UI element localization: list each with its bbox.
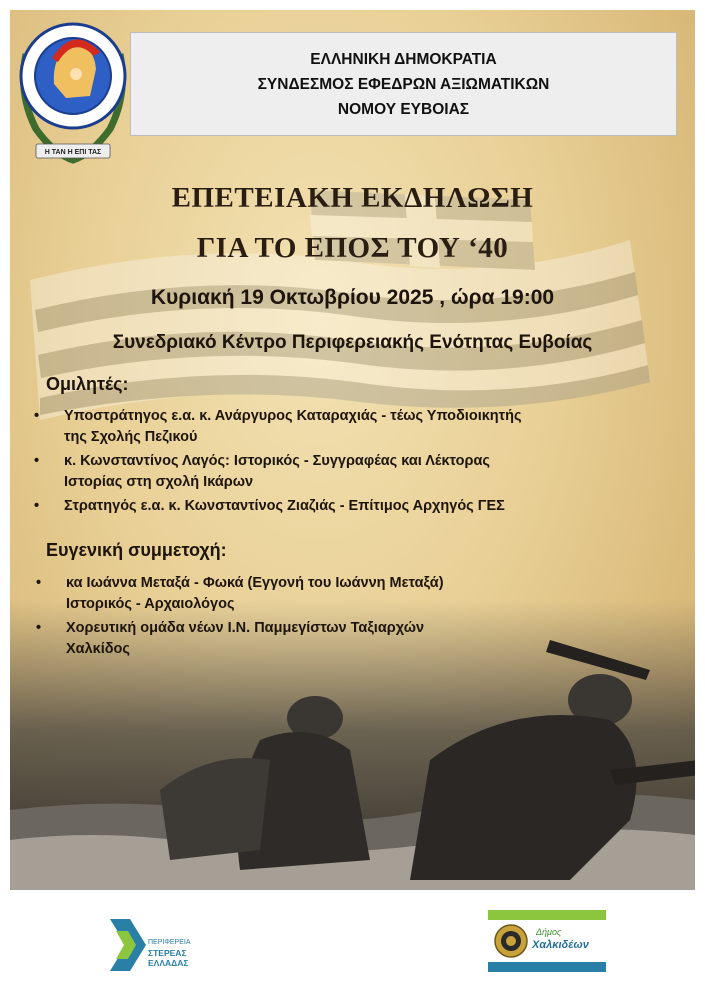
- municipality-small-text: Δήμος: [536, 927, 562, 937]
- participation-list: [36, 573, 676, 663]
- header-line-2: ΣΥΝΔΕΣΜΟΣ ΕΦΕΔΡΩΝ ΑΞΙΩΜΑΤΙΚΩΝ: [257, 76, 550, 93]
- bullet-icon: •: [34, 498, 40, 514]
- guest-2-line-2: Χαλκίδος: [66, 641, 130, 657]
- guest-1-line-1: κα Ιωάννα Μεταξά - Φωκά (Εγγονή του Ιωάννη Μεταξά): [66, 575, 444, 591]
- title-line-2: ΓΙΑ ΤΟ ΕΠΟΣ ΤΟΥ ‘40: [196, 232, 509, 264]
- header-box: [130, 32, 677, 136]
- region-logo-main-2: ΕΛΛΑΔΑΣ: [148, 958, 189, 968]
- municipality-logo: [488, 910, 606, 972]
- municipality-green-bar: [488, 910, 606, 920]
- guest-1-line-2: Ιστορικός - Αρχαιολόγος: [66, 596, 235, 612]
- region-logo-main-1: ΣΤΕΡΕΑΣ: [148, 948, 187, 958]
- speaker-1-line-2: της Σχολής Πεζικού: [64, 429, 198, 445]
- speaker-1-line-1: Υποστράτηγος ε.α. κ. Ανάργυρος Καταραχιάς - τέως Υποδιοικητής: [64, 408, 522, 424]
- speaker-2-line-2: Ιστορίας στη σχολή Ικάρων: [64, 474, 254, 490]
- guest-2-line-1: Χορευτική ομάδα νέων Ι.Ν. Παμμεγίστων Ταξιαρχών: [66, 620, 425, 636]
- poster: [10, 10, 695, 890]
- header-line-1: ΕΛΛΗΝΙΚΗ ΔΗΜΟΚΡΑΤΙΑ: [310, 51, 497, 68]
- region-logo-small-text: ΠΕΡΙΦΕΡΕΙΑ: [148, 939, 191, 946]
- title-line-1: ΕΠΕΤΕΙΑΚΗ ΕΚΔΗΛΩΣΗ: [171, 182, 534, 214]
- speaker-3-line-1: Στρατηγός ε.α. κ. Κωνσταντίνος Ζιαζιάς - Επίτιμος Αρχηγός ΓΕΣ: [64, 498, 505, 514]
- speaker-2-line-1: κ. Κωνσταντίνος Λαγός: Ιστορικός - Συγγραφέας και Λέκτορας: [64, 453, 490, 469]
- list-item: [34, 496, 674, 517]
- spartan-helmet-emblem-icon: [14, 14, 132, 166]
- list-item: [34, 406, 674, 448]
- municipality-blue-bar: [488, 962, 606, 972]
- bullet-icon: •: [36, 620, 42, 636]
- emblem-ring-text: Η ΤΑΝ Η ΕΠΙ ΤΑΣ: [44, 149, 102, 156]
- event-venue: Συνεδριακό Κέντρο Περιφερειακής Ενότητας Ευβοίας: [112, 332, 593, 353]
- participation-label: Ευγενική συμμετοχή:: [46, 540, 227, 560]
- speakers-list: [34, 406, 674, 520]
- bullet-icon: •: [34, 453, 40, 469]
- region-logo: [108, 915, 198, 975]
- event-datetime: Κυριακή 19 Οκτωβρίου 2025 , ώρα 19:00: [150, 286, 555, 309]
- list-item: [34, 451, 674, 493]
- list-item: [36, 618, 676, 660]
- bullet-icon: •: [36, 575, 42, 591]
- bullet-icon: •: [34, 408, 40, 424]
- speakers-label: Ομιλητές:: [46, 374, 129, 394]
- municipality-main-text: Χαλκιδέων: [532, 939, 589, 951]
- region-chevron-logo-icon: [108, 915, 148, 975]
- municipality-seal-icon: [494, 924, 528, 958]
- list-item: [36, 573, 676, 615]
- header-line-3: ΝΟΜΟΥ ΕΥΒΟΙΑΣ: [337, 101, 470, 118]
